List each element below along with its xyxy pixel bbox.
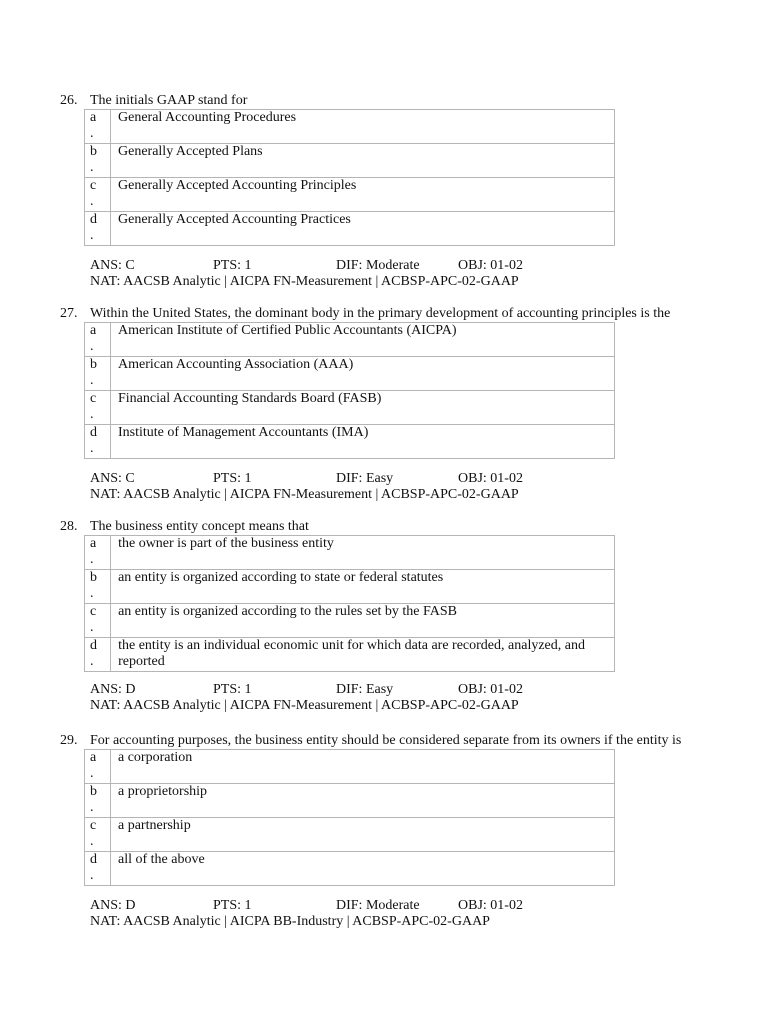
question-header: [0, 92, 768, 109]
option-row-b: [85, 570, 615, 604]
option-letter-dot: .: [90, 373, 94, 388]
option-letter-cell: [85, 178, 111, 212]
question-header: [0, 518, 768, 535]
option-letter-dot: .: [90, 160, 94, 175]
objective: OBJ: 01-02: [458, 898, 523, 913]
option-row-b: [85, 357, 615, 391]
question-number: 28.: [60, 519, 78, 534]
option-letter: a: [90, 323, 97, 338]
option-letter-cell: [85, 425, 111, 459]
question-stem: The initials GAAP stand for: [90, 93, 248, 108]
option-row-d: [85, 212, 615, 246]
option-letter-cell: [85, 323, 111, 357]
option-text: a proprietorship: [111, 784, 615, 818]
option-text: Generally Accepted Plans: [111, 144, 615, 178]
option-letter-dot: .: [90, 620, 94, 635]
option-letter-dot: .: [90, 407, 94, 422]
option-text: Generally Accepted Accounting Principles: [111, 178, 615, 212]
question-number: 27.: [60, 306, 78, 321]
option-letter: c: [90, 391, 97, 406]
nat-line: NAT: AACSB Analytic | AICPA FN-Measurement | ACBSP-APC-02-GAAP: [90, 274, 519, 289]
option-letter-cell: [85, 536, 111, 570]
objective: OBJ: 01-02: [458, 258, 523, 273]
option-letter: c: [90, 604, 97, 619]
option-letter-cell: [85, 212, 111, 246]
answer-line: [90, 898, 768, 914]
question-stem: Within the United States, the dominant body in the primary development of accounting principles is the: [90, 306, 671, 321]
question-number: 29.: [60, 733, 78, 748]
option-letter-dot: .: [90, 766, 94, 781]
option-letter: b: [90, 357, 97, 372]
option-row-c: [85, 178, 615, 212]
option-letter-dot: .: [90, 339, 94, 354]
option-letter: c: [90, 178, 97, 193]
difficulty: DIF: Easy: [336, 682, 394, 697]
question-28: [0, 518, 768, 714]
option-letter-cell: [85, 391, 111, 425]
difficulty: DIF: Moderate: [336, 898, 420, 913]
option-text: General Accounting Procedures: [111, 110, 615, 144]
option-row-d: [85, 425, 615, 459]
option-row-a: [85, 110, 615, 144]
points: PTS: 1: [213, 898, 252, 913]
option-letter: b: [90, 570, 97, 585]
options-table: [84, 322, 615, 459]
option-row-c: [85, 818, 615, 852]
question-27: [0, 305, 768, 503]
question-header: [0, 305, 768, 322]
question-header: [0, 732, 768, 749]
option-text: American Accounting Association (AAA): [111, 357, 615, 391]
answer-key: ANS: D: [90, 898, 136, 913]
option-text: an entity is organized according to the rules set by the FASB: [111, 604, 615, 638]
option-text: Institute of Management Accountants (IMA): [111, 425, 615, 459]
option-letter: b: [90, 144, 97, 159]
options-table: [84, 749, 615, 886]
options-table: [84, 109, 615, 246]
question-29: [0, 732, 768, 930]
option-letter-dot: .: [90, 126, 94, 141]
option-letter-dot: .: [90, 834, 94, 849]
option-text: a partnership: [111, 818, 615, 852]
option-letter-cell: [85, 638, 111, 672]
difficulty: DIF: Moderate: [336, 258, 420, 273]
option-letter-dot: .: [90, 228, 94, 243]
option-row-b: [85, 784, 615, 818]
option-letter-dot: .: [90, 441, 94, 456]
option-row-a: [85, 323, 615, 357]
answer-meta: [90, 471, 768, 503]
option-text: Financial Accounting Standards Board (FASB): [111, 391, 615, 425]
option-text: the entity is an individual economic unit for which data are recorded, analyzed, and reported: [111, 638, 615, 672]
option-letter-dot: .: [90, 552, 94, 567]
answer-meta: [90, 898, 768, 930]
option-letter-cell: [85, 784, 111, 818]
answer-key: ANS: C: [90, 258, 135, 273]
option-row-d: [85, 638, 615, 672]
objective: OBJ: 01-02: [458, 471, 523, 486]
points: PTS: 1: [213, 258, 252, 273]
option-row-d: [85, 852, 615, 886]
option-letter-cell: [85, 357, 111, 391]
option-letter-dot: .: [90, 800, 94, 815]
option-row-a: [85, 750, 615, 784]
option-letter-cell: [85, 144, 111, 178]
option-letter-cell: [85, 570, 111, 604]
option-letter: d: [90, 852, 97, 867]
option-row-b: [85, 144, 615, 178]
objective: OBJ: 01-02: [458, 682, 523, 697]
option-letter-dot: .: [90, 868, 94, 883]
option-letter-dot: .: [90, 586, 94, 601]
option-letter: a: [90, 110, 97, 125]
option-letter-dot: .: [90, 194, 94, 209]
option-text: an entity is organized according to state or federal statutes: [111, 570, 615, 604]
option-text: Generally Accepted Accounting Practices: [111, 212, 615, 246]
option-letter: a: [90, 536, 97, 551]
option-letter-cell: [85, 604, 111, 638]
answer-meta: [90, 682, 768, 714]
question-stem: The business entity concept means that: [90, 519, 309, 534]
option-letter-dot: .: [90, 654, 94, 669]
option-text: American Institute of Certified Public Accountants (AICPA): [111, 323, 615, 357]
answer-line: [90, 682, 768, 698]
options-table: [84, 535, 615, 672]
nat-line: NAT: AACSB Analytic | AICPA BB-Industry | ACBSP-APC-02-GAAP: [90, 914, 490, 929]
option-letter-cell: [85, 852, 111, 886]
option-letter: b: [90, 784, 97, 799]
nat-line: NAT: AACSB Analytic | AICPA FN-Measurement | ACBSP-APC-02-GAAP: [90, 487, 519, 502]
option-row-c: [85, 604, 615, 638]
difficulty: DIF: Easy: [336, 471, 394, 486]
option-letter: c: [90, 818, 97, 833]
option-text: a corporation: [111, 750, 615, 784]
answer-line: [90, 471, 768, 487]
answer-key: ANS: D: [90, 682, 136, 697]
answer-line: [90, 258, 768, 274]
option-text: the owner is part of the business entity: [111, 536, 615, 570]
option-letter: d: [90, 425, 97, 440]
points: PTS: 1: [213, 682, 252, 697]
nat-line: NAT: AACSB Analytic | AICPA FN-Measurement | ACBSP-APC-02-GAAP: [90, 698, 519, 713]
option-letter-cell: [85, 818, 111, 852]
question-number: 26.: [60, 93, 78, 108]
option-text: all of the above: [111, 852, 615, 886]
option-letter-cell: [85, 750, 111, 784]
option-row-c: [85, 391, 615, 425]
option-row-a: [85, 536, 615, 570]
option-letter-cell: [85, 110, 111, 144]
option-letter: a: [90, 750, 97, 765]
answer-meta: [90, 258, 768, 290]
question-stem: For accounting purposes, the business entity should be considered separate from its owners if the entity is: [90, 733, 682, 748]
option-letter: d: [90, 212, 97, 227]
answer-key: ANS: C: [90, 471, 135, 486]
question-26: [0, 92, 768, 290]
points: PTS: 1: [213, 471, 252, 486]
option-letter: d: [90, 638, 97, 653]
